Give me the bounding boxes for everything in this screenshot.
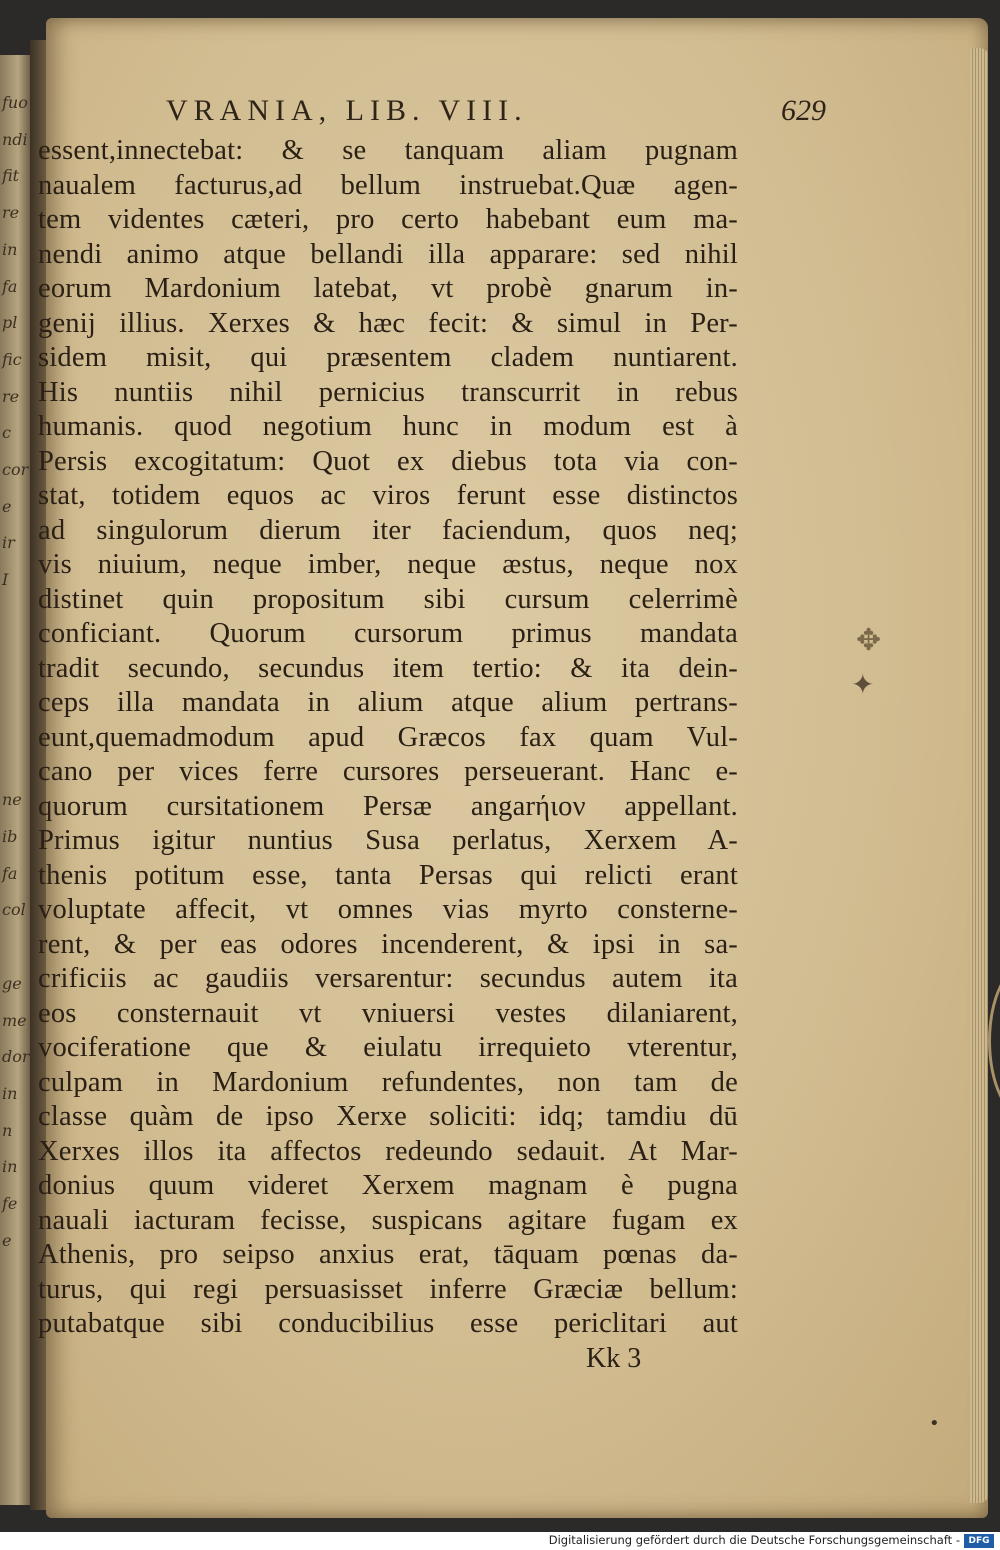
text-line: eos consternauit vt vniuersi vestes dilaniarent,: [38, 997, 738, 1029]
text-line: genij illius. Xerxes & hæc fecit: & simul in Per-: [38, 307, 738, 339]
footer-credit: Digitalisierung gefördert durch die Deutsche Forschungsgemeinschaft -: [548, 1533, 960, 1547]
text-line: Athenis, pro seipso anxius erat, tāquam pœnas da-: [38, 1239, 738, 1270]
body-text: [38, 134, 738, 1342]
page-number: 629: [781, 94, 826, 127]
running-head-title: VRANIA, LIB. VIII.: [166, 94, 528, 127]
text-line: donius quum videret Xerxem magnam è pugna: [38, 1170, 738, 1201]
signature-mark: Kk 3: [586, 1343, 642, 1374]
text-line: vociferatione que & eiulatu irrequieto vterentur,: [38, 1032, 738, 1063]
text-line: sidem misit, qui præsentem cladem nuntiarent.: [38, 342, 738, 373]
running-head: [116, 88, 826, 134]
text-line: stat, totidem equos ac viros ferunt esse distinctos: [38, 480, 738, 511]
text-line: naualem facturus,ad bellum instruebat.Quæ agen-: [38, 169, 738, 201]
text-line: conficiant. Quorum cursorum primus mandata: [38, 618, 738, 649]
text-line: nendi animo atque bellandi illa apparare: sed nihil: [38, 238, 738, 270]
clasp-mark: [988, 963, 1000, 1119]
text-line: Xerxes illos ita affectos redeundo sedauit. At Mar-: [38, 1135, 738, 1167]
text-line: quorum cursitationem Persæ angarήιον appellant.: [38, 790, 738, 822]
text-line: eunt,quemadmodum apud Græcos fax quam Vul-: [38, 721, 738, 753]
text-line: eorum Mardonium latebat, vt probè gnarum in-: [38, 273, 738, 304]
text-line: Primus igitur nuntius Susa perlatus, Xerxem A-: [38, 825, 738, 856]
text-line: voluptate affecit, vt omnes vias myrto consterne-: [38, 894, 738, 925]
text-line: His nuntiis nihil pernicius transcurrit in rebus: [38, 376, 738, 408]
text-line: vis niuium, neque imber, neque æstus, neque nox: [38, 549, 738, 580]
text-line: nauali iacturam fecisse, suspicans agitare fugam ex: [38, 1204, 738, 1236]
text-line: ceps illa mandata in alium atque alium pertrans-: [38, 687, 738, 718]
text-line: tradit secundo, secundus item tertio: & ita dein-: [38, 652, 738, 684]
text-line: putabatque sibi conducibilius esse periclitari aut: [38, 1308, 738, 1339]
text-line: rent, & per eas odores incenderent, & ipsi in sa-: [38, 928, 738, 960]
text-line: turus, qui regi persuasisset inferre Græciæ bellum:: [38, 1273, 738, 1305]
page-stack-edge: [970, 48, 988, 1503]
marginal-ink-mark: ✥: [856, 623, 882, 658]
text-line: essent,innectebat: & se tanquam aliam pugnam: [38, 135, 738, 166]
text-line: Persis excogitatum: Quot ex diebus tota via con-: [38, 445, 738, 477]
text-line: crificiis ac gaudiis versarentur: secundus autem ita: [38, 963, 738, 994]
text-line: thenis potitum esse, tanta Persas qui relicti erant: [38, 859, 738, 891]
dfg-logo: DFG: [964, 1534, 994, 1548]
text-line: distinet quin propositum sibi cursum celerrimè: [38, 583, 738, 615]
text-line: culpam in Mardonium refundentes, non tam de: [38, 1066, 738, 1098]
previous-page-edge: [0, 55, 30, 1505]
text-line: ad singulorum dierum iter faciendum, quos neq;: [38, 514, 738, 546]
book-page: [38, 18, 988, 1518]
text-line: cano per vices ferre cursores perseuerant. Hanc e-: [38, 756, 738, 787]
text-line: humanis. quod negotium hunc in modum est à: [38, 411, 738, 442]
previous-page-fragments: fuo ndi fit re in fa pl fic re c cor e ir I ne ib fa col ge me dor in n in fe e: [2, 93, 30, 1250]
text-line: tem videntes cæteri, pro certo habebant eum ma-: [38, 204, 738, 235]
text-line: classe quàm de ipso Xerxe soliciti: idq; tamdiu dū: [38, 1101, 738, 1132]
marginal-ink-mark: ✦: [851, 668, 875, 701]
digitization-footer: [0, 1532, 1000, 1550]
page-speck: •: [929, 1413, 940, 1434]
